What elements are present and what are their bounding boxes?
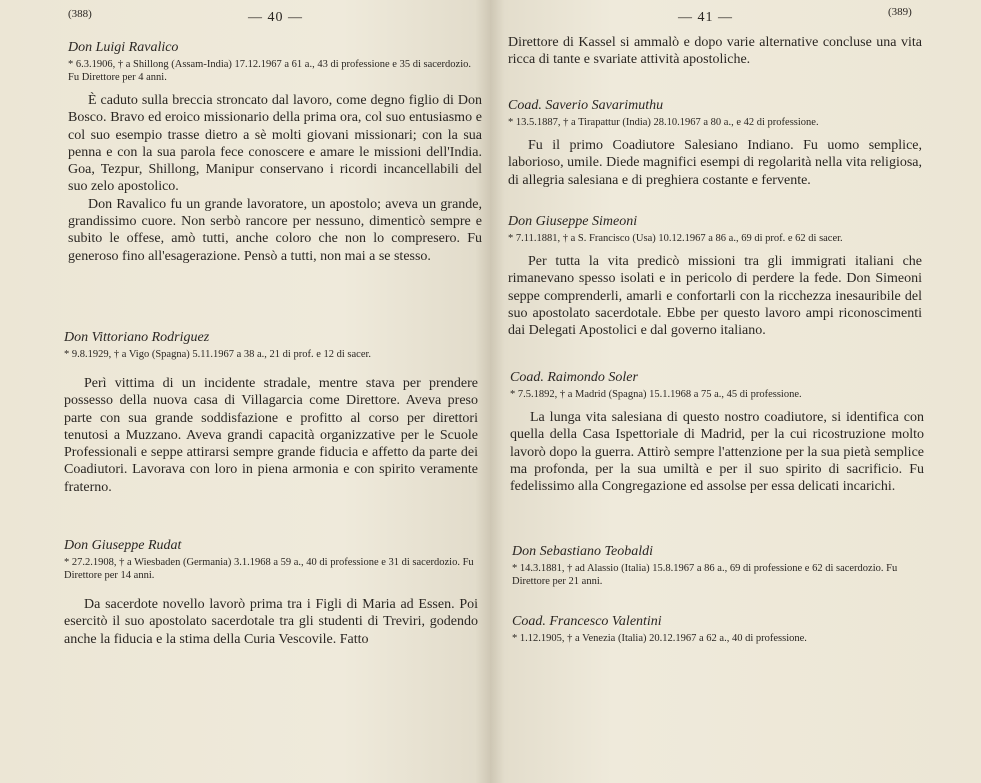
running-head: — 40 — <box>248 10 303 25</box>
entry-name: Don Luigi Ravalico <box>68 40 179 55</box>
page-number: (389) <box>888 6 912 18</box>
entry-dates: * 14.3.1881, † ad Alassio (Italia) 15.8.1967 a 86 a., 69 di professione e 62 di sacerdozio. Fu Direttore per 21 anni. <box>512 563 898 587</box>
obituary-entry <box>68 40 482 265</box>
obituary-entry <box>64 538 478 648</box>
entry-paragraph: È caduto sulla breccia stroncato dal lavoro, come degno figlio di Don Bosco. Bravo ed eroico missionario della prima ora, col suo entusiasmo e col suo esempio trasse dietro a sè molti giovani missionari; con la sua penna e con la sua parola fece conoscere e amare le missioni dell'India. Goa, Tezpur, Shillong, Manipur conservano i ricordi incancellabili del suo zelo apostolico. <box>68 93 482 195</box>
continuation-text <box>508 34 922 69</box>
obituary-entry <box>510 370 924 495</box>
entry-dates: * 7.11.1881, † a S. Francisco (Usa) 10.12.1967 a 86 a., 69 di prof. e 62 di sacer. <box>508 233 843 244</box>
entry-dates: * 6.3.1906, † a Shillong (Assam-India) 17.12.1967 a 61 a., 43 di professione e 35 di sacerdozio. Fu Direttore per 4 anni. <box>68 59 472 83</box>
entry-name: Don Giuseppe Simeoni <box>508 214 638 229</box>
entry-paragraph: Fu il primo Coadiutore Salesiano Indiano. Fu uomo semplice, laborioso, umile. Diede magnifici esempi di regolarità nella vita religiosa, di allegria salesiana e di preghiera costante e fervente. <box>508 138 922 188</box>
entry-name: Coad. Raimondo Soler <box>510 370 638 385</box>
entry-dates: * 9.8.1929, † a Vigo (Spagna) 5.11.1967 a 38 a., 21 di prof. e 12 di sacer. <box>64 349 372 360</box>
continuation-paragraph: Direttore di Kassel si ammalò e dopo varie alternative concluse una vita ricca di tante e svariate attività apostoliche. <box>508 35 922 68</box>
entry-paragraph: Per tutta la vita predicò missioni tra gli immigrati italiani che rimanevano spesso isolati e in pericolo di perdere la fede. Don Simeoni seppe comprenderli, amarli e confortarli con la ricchezza inesauribile del suo apostolato sacerdotale. Ebbe per questo lavoro ampi riconoscimenti dai Delegati Apostolici e dal governo italiano. <box>508 254 922 339</box>
page-number: (388) <box>68 8 92 20</box>
entry-name: Coad. Saverio Savarimuthu <box>508 98 664 113</box>
obituary-entry <box>512 544 926 588</box>
obituary-entry <box>508 98 922 189</box>
entry-dates: * 13.5.1887, † a Tirapattur (India) 28.10.1967 a 80 a., e 42 di professione. <box>508 117 819 128</box>
entry-paragraph: Don Ravalico fu un grande lavoratore, un apostolo; aveva un grande, grandissimo cuore. Non serbò rancore per nessuno, dimenticò sempre e subito le offese, amò tutti, anche coloro che non lo compresero. Fu generoso fino all'esagerazione. Pensò a tutti, non mai a se stesso. <box>68 196 482 264</box>
right-page <box>490 0 981 783</box>
entry-paragraph: Perì vittima di un incidente stradale, mentre stava per prendere possesso della nuova casa di Villagarcia come Direttore. Aveva preso parte con sua grande soddisfazione e profitto al corso per direttori tenutosi a Muzzano. Aveva grandi capacità organizzative per le Scuole Professionali e seppe attirarsi sempre grande fiducia e affetto da parte dei Coadiutori. Lavorava con loro in piena armonia e con spirito veramente fraterno. <box>64 376 478 495</box>
entry-name: Don Giuseppe Rudat <box>64 538 182 553</box>
entry-paragraph: Da sacerdote novello lavorò prima tra i Figli di Maria ad Essen. Poi esercitò il suo apostolato sacerdotale tra gli studenti di Treviri, godendo anche la fiducia e la stima della Curia Vescovile. Fatto <box>64 597 478 647</box>
entry-dates: * 1.12.1905, † a Venezia (Italia) 20.12.1967 a 62 a., 40 di professione. <box>512 633 807 644</box>
entry-name: Don Vittoriano Rodriguez <box>64 330 210 345</box>
left-page <box>0 0 490 783</box>
entry-name: Coad. Francesco Valentini <box>512 614 662 629</box>
entry-dates: * 27.2.1908, † a Wiesbaden (Germania) 3.1.1968 a 59 a., 40 di professione e 31 di sacerdozio. Fu Direttore per 14 anni. <box>64 557 474 581</box>
entry-name: Don Sebastiano Teobaldi <box>512 544 654 559</box>
obituary-entry <box>512 614 926 645</box>
running-head: — 41 — <box>678 10 733 25</box>
entry-paragraph: La lunga vita salesiana di questo nostro coadiutore, si identifica con quella della Casa Ispettoriale di Madrid, per la cui ricostruzione molto lavorò dopo la guerra. Attirò sempre l'attenzione per la sua pietà semplice ma profonda, per la sua umiltà e per il suo spirito di sacrificio. Fu fedelissimo alla Congregazione ed assolse per essa delicati incarichi. <box>510 410 924 495</box>
entry-dates: * 7.5.1892, † a Madrid (Spagna) 15.1.1968 a 75 a., 45 di professione. <box>510 389 802 400</box>
obituary-entry <box>508 214 922 339</box>
obituary-entry <box>64 330 478 496</box>
